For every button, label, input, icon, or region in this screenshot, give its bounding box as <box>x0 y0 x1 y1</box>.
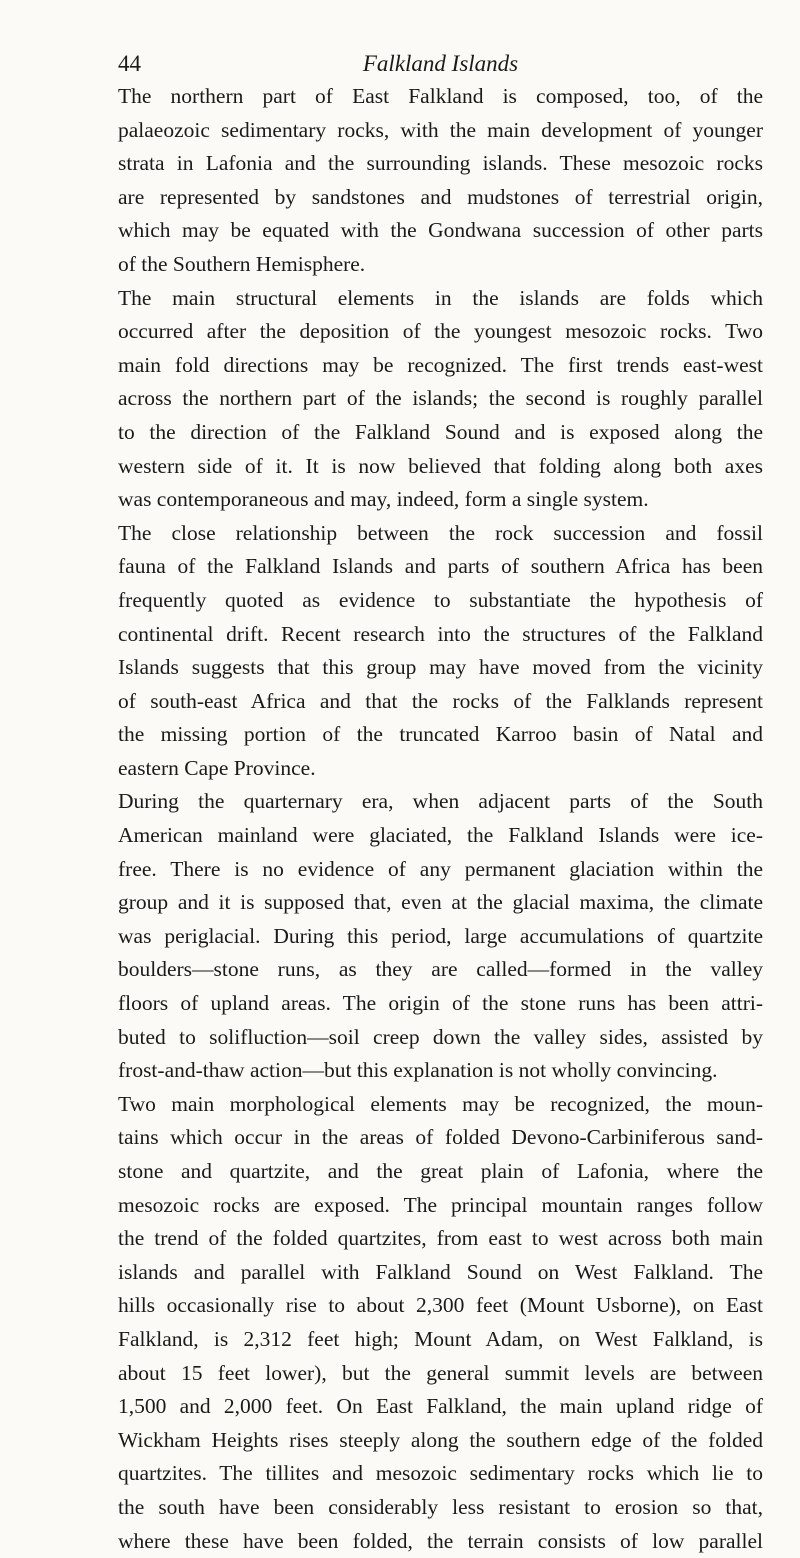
text-line: The main structural elements in the islands are folds which <box>118 285 763 310</box>
text-line: quartzites. The tillites and mesozoic sedimentary rocks which lie to <box>118 1461 763 1486</box>
text-line: Two main morphological elements may be recognized, the moun- <box>118 1091 763 1116</box>
text-line: eastern Cape Province. <box>118 755 316 780</box>
text-line: the trend of the folded quartzites, from east to west across both main <box>118 1226 763 1251</box>
text-line: mesozoic rocks are exposed. The principal mountain ranges follow <box>118 1192 763 1217</box>
text-line: boulders—stone runs, as they are called—formed in the valley <box>118 957 763 982</box>
text-line: Islands suggests that this group may have moved from the vicinity <box>118 655 763 680</box>
text-line: The close relationship between the rock succession and fossil <box>118 520 763 545</box>
text-line: Wickham Heights rises steeply along the southern edge of the folded <box>118 1427 763 1452</box>
text-line: frost-and-thaw action—but this explanation is not wholly convincing. <box>118 1058 718 1083</box>
text-line: tains which occur in the areas of folded Devono-Carbiniferous sand- <box>118 1125 763 1150</box>
text-line: hills occasionally rise to about 2,300 feet (Mount Usborne), on East <box>118 1293 763 1318</box>
text-line: was contemporaneous and may, indeed, form a single system. <box>118 487 649 512</box>
text-line: islands and parallel with Falkland Sound on West Falkland. The <box>118 1259 763 1284</box>
text-line: occurred after the deposition of the youngest mesozoic rocks. Two <box>118 319 763 344</box>
text-line: where these have been folded, the terrain consists of low parallel <box>118 1528 763 1553</box>
text-line: buted to solifluction—soil creep down the valley sides, assisted by <box>118 1024 763 1049</box>
text-line: group and it is supposed that, even at the glacial maxima, the climate <box>118 890 763 915</box>
text-line: palaeozoic sedimentary rocks, with the main development of younger <box>118 117 763 142</box>
text-line: free. There is no evidence of any permanent glaciation within the <box>118 856 763 881</box>
page-number: 44 <box>118 51 141 76</box>
text-line: During the quarternary era, when adjacent parts of the South <box>118 789 763 814</box>
text-line: 1,500 and 2,000 feet. On East Falkland, the main upland ridge of <box>118 1394 763 1419</box>
text-line: was periglacial. During this period, large accumulations of quartzite <box>118 923 763 948</box>
text-line: frequently quoted as evidence to substantiate the hypothesis of <box>118 587 763 612</box>
running-title: Falkland Islands <box>362 51 519 76</box>
text-line: western side of it. It is now believed that folding along both axes <box>118 453 763 478</box>
body-text <box>118 80 763 1558</box>
text-line: which may be equated with the Gondwana succession of other parts <box>118 218 763 243</box>
text-line: continental drift. Recent research into the structures of the Falkland <box>118 621 763 646</box>
text-line: about 15 feet lower), but the general summit levels are between <box>118 1360 763 1385</box>
text-line: main fold directions may be recognized. The first trends east-west <box>118 352 763 377</box>
text-line: of the Southern Hemisphere. <box>118 251 366 276</box>
page-header <box>118 48 763 80</box>
text-line: the missing portion of the truncated Karroo basin of Natal and <box>118 722 763 747</box>
text-line: strata in Lafonia and the surrounding islands. These mesozoic rocks <box>118 151 763 176</box>
text-line: stone and quartzite, and the great plain of Lafonia, where the <box>118 1159 763 1183</box>
text-line: Falkland, is 2,312 feet high; Mount Adam, on West Falkland, is <box>118 1326 763 1351</box>
text-line: floors of upland areas. The origin of the stone runs has been attri- <box>118 991 763 1016</box>
text-line: fauna of the Falkland Islands and parts of southern Africa has been <box>118 554 763 579</box>
text-line: American mainland were glaciated, the Falkland Islands were ice- <box>118 823 763 848</box>
text-line: are represented by sandstones and mudstones of terrestrial origin, <box>118 184 763 209</box>
text-line: across the northern part of the islands; the second is roughly parallel <box>118 386 763 411</box>
text-line: of south-east Africa and that the rocks of the Falklands represent <box>118 688 763 713</box>
text-line: the south have been considerably less resistant to erosion so that, <box>118 1494 763 1519</box>
text-line: to the direction of the Falkland Sound and is exposed along the <box>118 419 763 444</box>
text-line: The northern part of East Falkland is composed, too, of the <box>118 84 763 108</box>
